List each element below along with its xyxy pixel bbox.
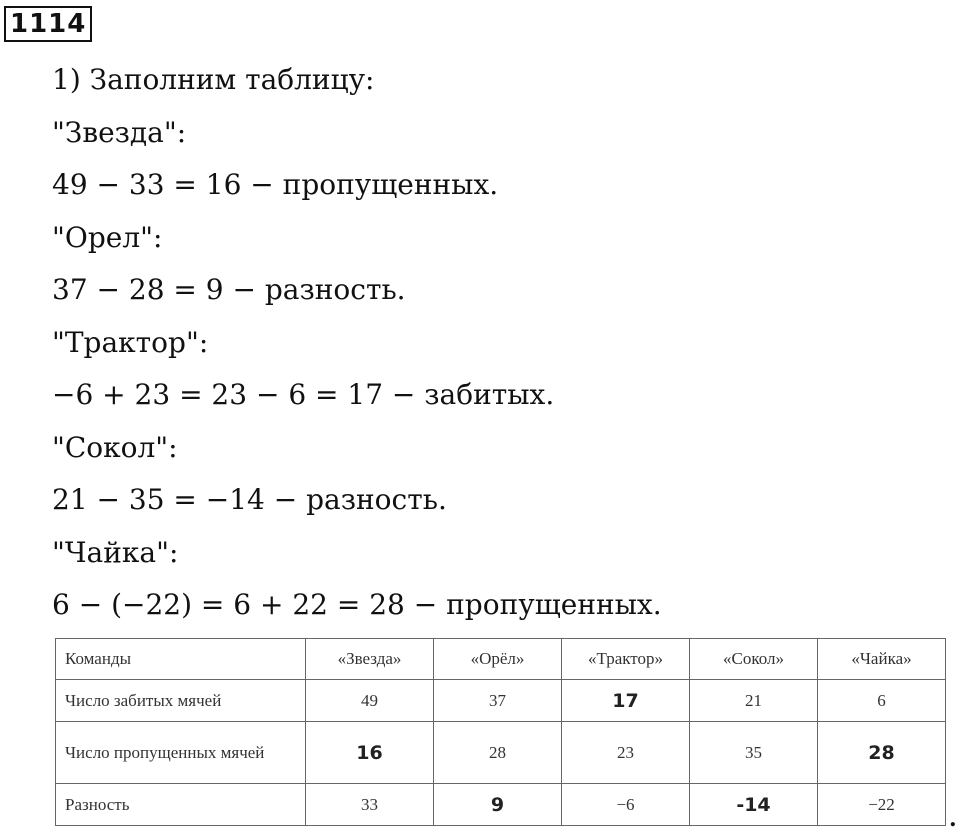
table-cell: 49 [306, 680, 434, 722]
solution-line: 21 − 35 = −14 − разность. [52, 483, 447, 516]
solution-line: −6 + 23 = 23 − 6 = 17 − забитых. [52, 378, 555, 411]
solution-line: 1) Заполним таблицу: [52, 63, 375, 96]
row-label: Число забитых мячей [56, 680, 306, 722]
table-cell-filled: 16 [306, 722, 434, 784]
table-cell: 35 [690, 722, 818, 784]
trailing-mark: . [949, 806, 957, 832]
results-table-wrap [55, 638, 946, 826]
table-cell: −6 [562, 784, 690, 826]
row-label: Число пропущенных мячей [56, 722, 306, 784]
solution-line: "Орел": [52, 220, 163, 254]
table-cell-filled: 17 [562, 680, 690, 722]
solution-line: 37 − 28 = 9 − разность. [52, 273, 406, 306]
solution-text [52, 54, 662, 632]
header-team: «Трактор» [562, 639, 690, 680]
table-row [56, 784, 946, 826]
table-header-row [56, 639, 946, 680]
results-table [55, 638, 946, 826]
solution-line: "Трактор": [52, 325, 209, 359]
solution-line: "Чайка": [52, 535, 179, 569]
solution-line: 6 − (−22) = 6 + 22 = 28 − пропущенных. [52, 588, 662, 621]
table-cell-filled: 28 [818, 722, 946, 784]
header-team: «Чайка» [818, 639, 946, 680]
solution-line: "Звезда": [52, 115, 187, 149]
table-row [56, 722, 946, 784]
solution-line: "Сокол": [52, 430, 178, 464]
table-cell: −22 [818, 784, 946, 826]
table-cell: 37 [434, 680, 562, 722]
header-team: «Сокол» [690, 639, 818, 680]
table-cell: 21 [690, 680, 818, 722]
table-cell-filled: 9 [434, 784, 562, 826]
solution-line: 49 − 33 = 16 − пропущенных. [52, 168, 499, 201]
header-teams: Команды [56, 639, 306, 680]
table-cell: 23 [562, 722, 690, 784]
table-row [56, 680, 946, 722]
table-cell: 33 [306, 784, 434, 826]
table-cell: 28 [434, 722, 562, 784]
table-cell: 6 [818, 680, 946, 722]
table-cell-filled: -14 [690, 784, 818, 826]
task-number: 1114 [4, 6, 92, 42]
header-team: «Орёл» [434, 639, 562, 680]
header-team: «Звезда» [306, 639, 434, 680]
row-label: Разность [56, 784, 306, 826]
